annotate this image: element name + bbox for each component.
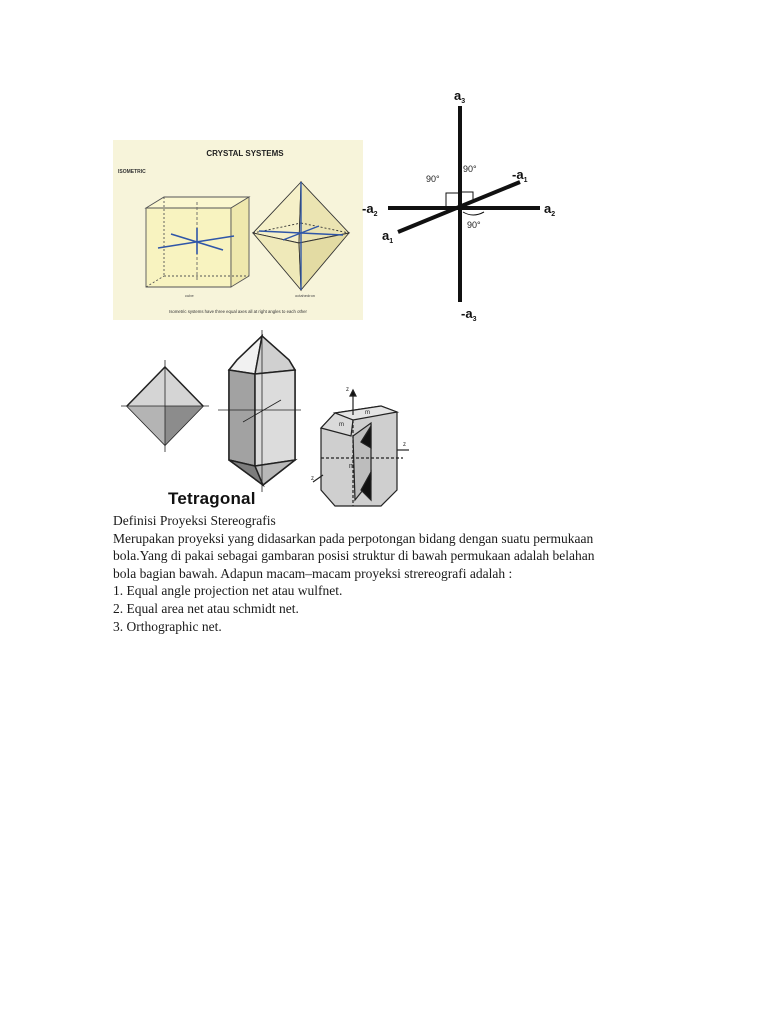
figure-caption: Isometric systems have three equal axes all at right angles to each other: [169, 309, 307, 314]
face-label-m-top: m: [365, 410, 370, 416]
list-item: 3. Orthographic net.: [113, 618, 222, 634]
face-label-m-center: m: [349, 463, 355, 470]
label-neg-a3: $-a_3$: [461, 306, 477, 323]
tetragonal-label: Tetragonal: [168, 489, 256, 508]
right-angle-marker: [463, 212, 484, 215]
cube-label: cube: [185, 293, 194, 298]
paragraph-line: bola.Yang di pakai sebagai gambaran posisi struktur di bawah permukaan adalah belahan: [113, 548, 595, 564]
angle-label: 90°: [426, 174, 440, 184]
tetragonal-figure: [113, 330, 423, 512]
cube-drawing: [146, 197, 249, 287]
octahedron-label: octahedron: [295, 293, 316, 298]
label-neg-a1: $-a_1$: [512, 167, 528, 184]
tetragonal-prism-drawing: [218, 330, 301, 492]
face-label-m-upper: m: [339, 422, 344, 428]
tetragonal-crystal-drawing: [313, 390, 409, 506]
face-label-z-left: z: [311, 476, 314, 482]
label-a2: $a_2$: [544, 201, 556, 218]
paragraph-line: Merupakan proyeksi yang didasarkan pada perpotongan bidang dengan suatu permukaan: [113, 530, 594, 546]
paragraph-line: bola bagian bawah. Adapun macam–macam proyeksi strereografi adalah :: [113, 565, 513, 581]
tetragonal-pyramid-drawing: [121, 360, 209, 452]
face-label-z-right: z: [403, 442, 406, 448]
label-a3: $a_3$: [454, 88, 466, 105]
list-item: 2. Equal area net atau schmidt net.: [113, 600, 299, 616]
document-text: [113, 512, 673, 635]
label-a1: $a_1$: [382, 228, 394, 245]
face-label-z-top: z: [346, 387, 349, 393]
system-name: ISOMETRIC: [118, 169, 146, 175]
section-heading: Definisi Proyeksi Stereografis: [113, 513, 276, 528]
crystal-axes-diagram: [360, 80, 570, 330]
label-neg-a2: $-a_2$: [362, 201, 378, 218]
list-item: 1. Equal angle projection net atau wulfnet.: [113, 583, 343, 599]
crystal-systems-title: CRYSTAL SYSTEMS: [206, 149, 284, 158]
angle-label: 90°: [467, 220, 481, 230]
crystal-systems-figure: [113, 140, 363, 320]
angle-label: 90°: [463, 164, 477, 174]
